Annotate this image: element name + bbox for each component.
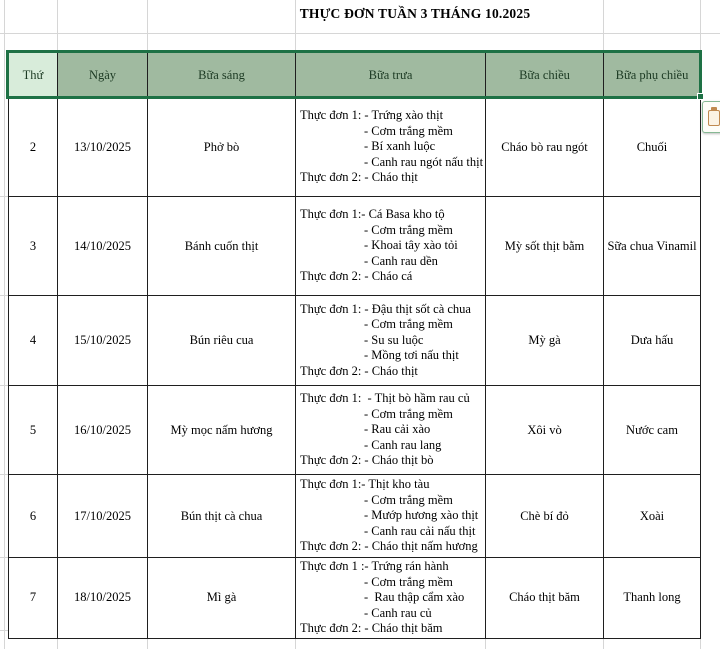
cell-bua-phu-chieu[interactable]: Nước cam (604, 386, 701, 475)
lunch-line: Thực đơn 2: - Cháo cá (300, 269, 413, 284)
lunch-line: Thực đơn 1:- Cá Basa kho tộ (300, 207, 445, 222)
lunch-line: - Cơm trắng mềm (364, 222, 453, 237)
paste-options-button[interactable] (702, 101, 720, 133)
lunch-line: - Canh rau củ (364, 605, 432, 620)
lunch-line: Thực đơn 2: - Cháo thịt (300, 363, 418, 378)
lunch-line: Thực đơn 2: - Cháo thịt băm (300, 621, 443, 635)
cell-ngay[interactable]: 17/10/2025 (58, 475, 148, 558)
lunch-line: Thực đơn 2: - Cháo thịt nấm hương (300, 539, 478, 554)
header-cell-bua-sang[interactable]: Bữa sáng (148, 53, 296, 98)
cell-thu[interactable]: 7 (9, 558, 58, 639)
cell-bua-phu-chieu[interactable]: Thanh long (604, 558, 701, 639)
cell-bua-sang[interactable]: Bún thịt cà chua (148, 475, 296, 558)
menu-row-thu-5 (9, 386, 701, 475)
cell-bua-chieu[interactable]: Xôi vò (486, 386, 604, 475)
cell-ngay[interactable]: 16/10/2025 (58, 386, 148, 475)
lunch-line: - Cơm trắng mềm (364, 317, 453, 332)
cell-bua-trua[interactable] (296, 386, 486, 475)
fill-handle[interactable] (697, 93, 704, 100)
cell-bua-sang[interactable]: Mỳ mọc nấm hương (148, 386, 296, 475)
lunch-line: Thực đơn 2: - Cháo thịt (300, 170, 418, 185)
sheet-title: THỰC ĐƠN TUẦN 3 THÁNG 10.2025 (299, 6, 531, 21)
cell-bua-sang[interactable]: Bánh cuốn thịt (148, 197, 296, 296)
menu-row-thu-6 (9, 475, 701, 558)
cell-bua-trua[interactable] (296, 475, 486, 558)
lunch-line: Thực đơn 1: - Trứng xào thịt (300, 108, 444, 123)
gridline (0, 196, 8, 197)
lunch-line: - Canh rau cải nấu thịt (364, 523, 476, 538)
menu-table-body (9, 98, 701, 639)
gridline (0, 295, 8, 296)
cell-thu[interactable]: 4 (9, 296, 58, 386)
cell-bua-chieu[interactable]: Mỳ sốt thịt bằm (486, 197, 604, 296)
cell-bua-phu-chieu[interactable]: Chuối (604, 98, 701, 197)
gridline (147, 637, 148, 649)
clipboard-icon (708, 110, 720, 126)
gridline (57, 637, 58, 649)
gridline (485, 637, 486, 649)
cell-thu[interactable]: 2 (9, 98, 58, 197)
lunch-line: - Cơm trắng mềm (364, 123, 453, 138)
cell-bua-chieu[interactable]: Chè bí đỏ (486, 475, 604, 558)
gridline (0, 474, 8, 475)
header-cell-bua-trua[interactable]: Bữa trưa (296, 53, 486, 98)
gridline (0, 385, 8, 386)
cell-ngay[interactable]: 13/10/2025 (58, 98, 148, 197)
menu-row-thu-2 (9, 98, 701, 197)
header-cell-bua-chieu[interactable]: Bữa chiều (486, 53, 604, 98)
cell-bua-sang[interactable]: Phở bò (148, 98, 296, 197)
cell-bua-chieu[interactable]: Mỳ gà (486, 296, 604, 386)
cell-ngay[interactable]: 15/10/2025 (58, 296, 148, 386)
cell-bua-trua[interactable] (296, 296, 486, 386)
gridline (603, 637, 604, 649)
cell-ngay[interactable]: 18/10/2025 (58, 558, 148, 639)
lunch-line: - Rau thập cẩm xào (364, 590, 465, 604)
cell-bua-phu-chieu[interactable]: Xoài (604, 475, 701, 558)
cell-bua-trua[interactable] (296, 558, 486, 639)
header-cell-thu[interactable]: Thứ (9, 53, 58, 98)
cell-ngay[interactable]: 14/10/2025 (58, 197, 148, 296)
lunch-line: - Cơm trắng mềm (364, 406, 453, 421)
lunch-line: - Canh rau lang (364, 437, 442, 452)
cell-thu[interactable]: 5 (9, 386, 58, 475)
lunch-line: - Bí xanh luộc (364, 139, 436, 154)
header-cell-bua-phu-chieu[interactable]: Bữa phụ chiều (604, 53, 701, 98)
gridline (0, 557, 8, 558)
lunch-line: - Canh rau dền (364, 253, 438, 268)
lunch-line: - Canh rau ngót nấu thịt (364, 154, 484, 169)
cell-bua-sang[interactable]: Mì gà (148, 558, 296, 639)
cell-bua-chieu[interactable]: Cháo bò rau ngót (486, 98, 604, 197)
cell-bua-phu-chieu[interactable]: Sữa chua Vinamil (604, 197, 701, 296)
header-row (9, 53, 701, 98)
menu-row-thu-4 (9, 296, 701, 386)
cell-thu[interactable]: 3 (9, 197, 58, 296)
header-cell-ngay[interactable]: Ngày (58, 53, 148, 98)
menu-row-thu-3 (9, 197, 701, 296)
lunch-line: - Khoai tây xào tỏi (364, 238, 458, 253)
gridline (0, 33, 720, 34)
lunch-line: - Cơm trắng mềm (364, 492, 453, 507)
gridline (0, 630, 8, 631)
gridline (4, 0, 5, 649)
clipboard-icon (711, 107, 717, 111)
cell-thu[interactable]: 6 (9, 475, 58, 558)
gridline (295, 637, 296, 649)
lunch-line: Thực đơn 1: - Thịt bò hầm rau củ (300, 391, 470, 406)
lunch-line: - Su su luộc (364, 332, 424, 347)
lunch-line: - Rau cải xào (364, 422, 431, 437)
cell-bua-trua[interactable] (296, 197, 486, 296)
lunch-line: Thực đơn 2: - Cháo thịt bò (300, 453, 434, 468)
gridline (57, 0, 58, 52)
menu-table (8, 52, 701, 639)
lunch-line: Thực đơn 1: - Đậu thịt sốt cà chua (300, 301, 471, 316)
menu-row-thu-7 (9, 558, 701, 639)
gridline (700, 637, 701, 649)
lunch-line: - Mướp hương xào thịt (364, 508, 479, 523)
cell-bua-trua[interactable] (296, 98, 486, 197)
lunch-line: Thực đơn 1:- Thịt kho tàu (300, 477, 430, 492)
lunch-line: Thực đơn 1 :- Trứng rán hành (300, 559, 449, 573)
cell-bua-phu-chieu[interactable]: Dưa hấu (604, 296, 701, 386)
lunch-line: - Mồng tơi nấu thịt (364, 348, 459, 363)
cell-bua-sang[interactable]: Bún riêu cua (148, 296, 296, 386)
lunch-line: - Cơm trắng mềm (364, 574, 453, 589)
cell-bua-chieu[interactable]: Cháo thịt băm (486, 558, 604, 639)
